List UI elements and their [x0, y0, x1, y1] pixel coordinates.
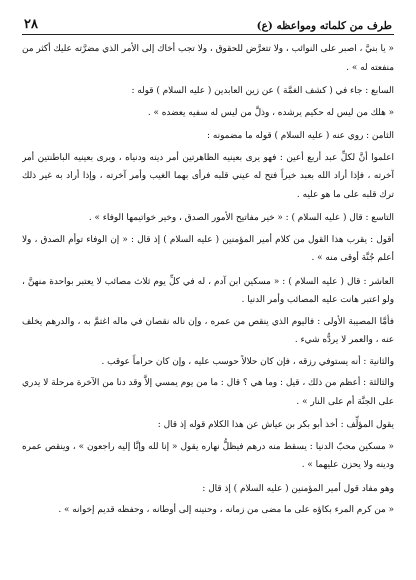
page-header	[24, 10, 392, 32]
paragraph: السابع : جاء في ( كشف الغمَّة ) عن زين العابدين ( عليه السلام ) قوله :	[131, 86, 394, 96]
paragraph: « يا بنيَّ ، اصبر على النوائب ، ولا تتعرَّض للحقوق ، ولا تجب أخاك إلى الأمر الذي مضرَّته عليك أكثر من منفعته له » .	[22, 44, 394, 73]
paragraph: فأمَّا المصيبة الأولى : فاليوم الذي ينقص من عمره ، وإن ناله نقصان في ماله اغتمَّ به ، والدرهم يخلف عنه ، والعمر لا يردُّه شيء .	[22, 316, 394, 345]
paragraph: « هلك من ليس له حكيم يرشده ، وذلَّ من ليس له سفيه يعضده » .	[147, 107, 394, 118]
paragraph: والثالثة : أعظم من ذلك ، قيل : وما هي ؟ قال : ما من يوم يمسي إلاَّ وقد دنا من الآخرة مرحلة لا يدري على الجنَّة أم على النار » .	[22, 378, 394, 407]
paragraph: وهو مفاد قول أمير المؤمنين ( عليه السلام ) إذ قال :	[202, 483, 394, 494]
paragraph: اعلموا أنَّ لكلِّ عبد أربع أعين : فهو يرى بعينيه الظاهرتين أمر دينه ودنياه ، ويرى بعينيه الباطنتين أمر آخرته ، فإذا أراد الله بعبد خيراً فتح له عيني قلبه فرأى بهما الغيب وأمر آخرته ، وإذا أراد به غير ذلك ترك قلبه على ما هو عليه .	[22, 152, 394, 200]
running-title: طرف من كلماته ومواعظه (ع)	[256, 20, 392, 32]
paragraph: الثامن : روي عنه ( عليه السلام ) قوله ما مضمونه :	[207, 131, 394, 141]
paragraph: « من كرم المرء بكاؤه على ما مضى من زمانه ، وحنينه إلى أوطانه ، وحفظه قديم إخوانه » .	[58, 505, 394, 515]
paragraph: التاسع : قال ( عليه السلام ) : « خير مفاتيح الأمور الصدق ، وخير خواتيمها الوفاء » .	[88, 213, 394, 223]
header-rule	[22, 34, 394, 35]
paragraph: أقول : يقرب هذا القول من كلام أمير المؤمنين ( عليه السلام ) إذ قال : « إن الوفاء توأم الصدق ، ولا أعلم جُنَّة أوقى منه » .	[22, 234, 394, 263]
body-text	[22, 40, 394, 574]
paragraph: العاشر : قال ( عليه السلام ) : « مسكين ابن آدم ، له في كلِّ يوم ثلاث مصائب لا يعتبر بواحدة منهنَّ ، ولو اعتبر هانت عليه المصائب وأمر الدنيا .	[22, 276, 394, 305]
page-number: ٢٨	[24, 17, 38, 32]
paragraph: « مسكين محبّ الدنيا : يسقط منه درهم فيظلُّ نهاره يقول « إنا لله وإنَّا إليه راجعون » ، وينقص عمره ودينه ولا يحزن عليهما » .	[22, 441, 394, 470]
paragraph: والثانية : أنه يستوفي رزقه ، فإن كان حلالاً حوسب عليه ، وإن كان حراماً عوقب .	[101, 356, 394, 367]
paragraph: يقول المؤلِّف : أخذ أبو بكر بن عياش عن هذا الكلام قوله إذ قال :	[157, 420, 394, 430]
